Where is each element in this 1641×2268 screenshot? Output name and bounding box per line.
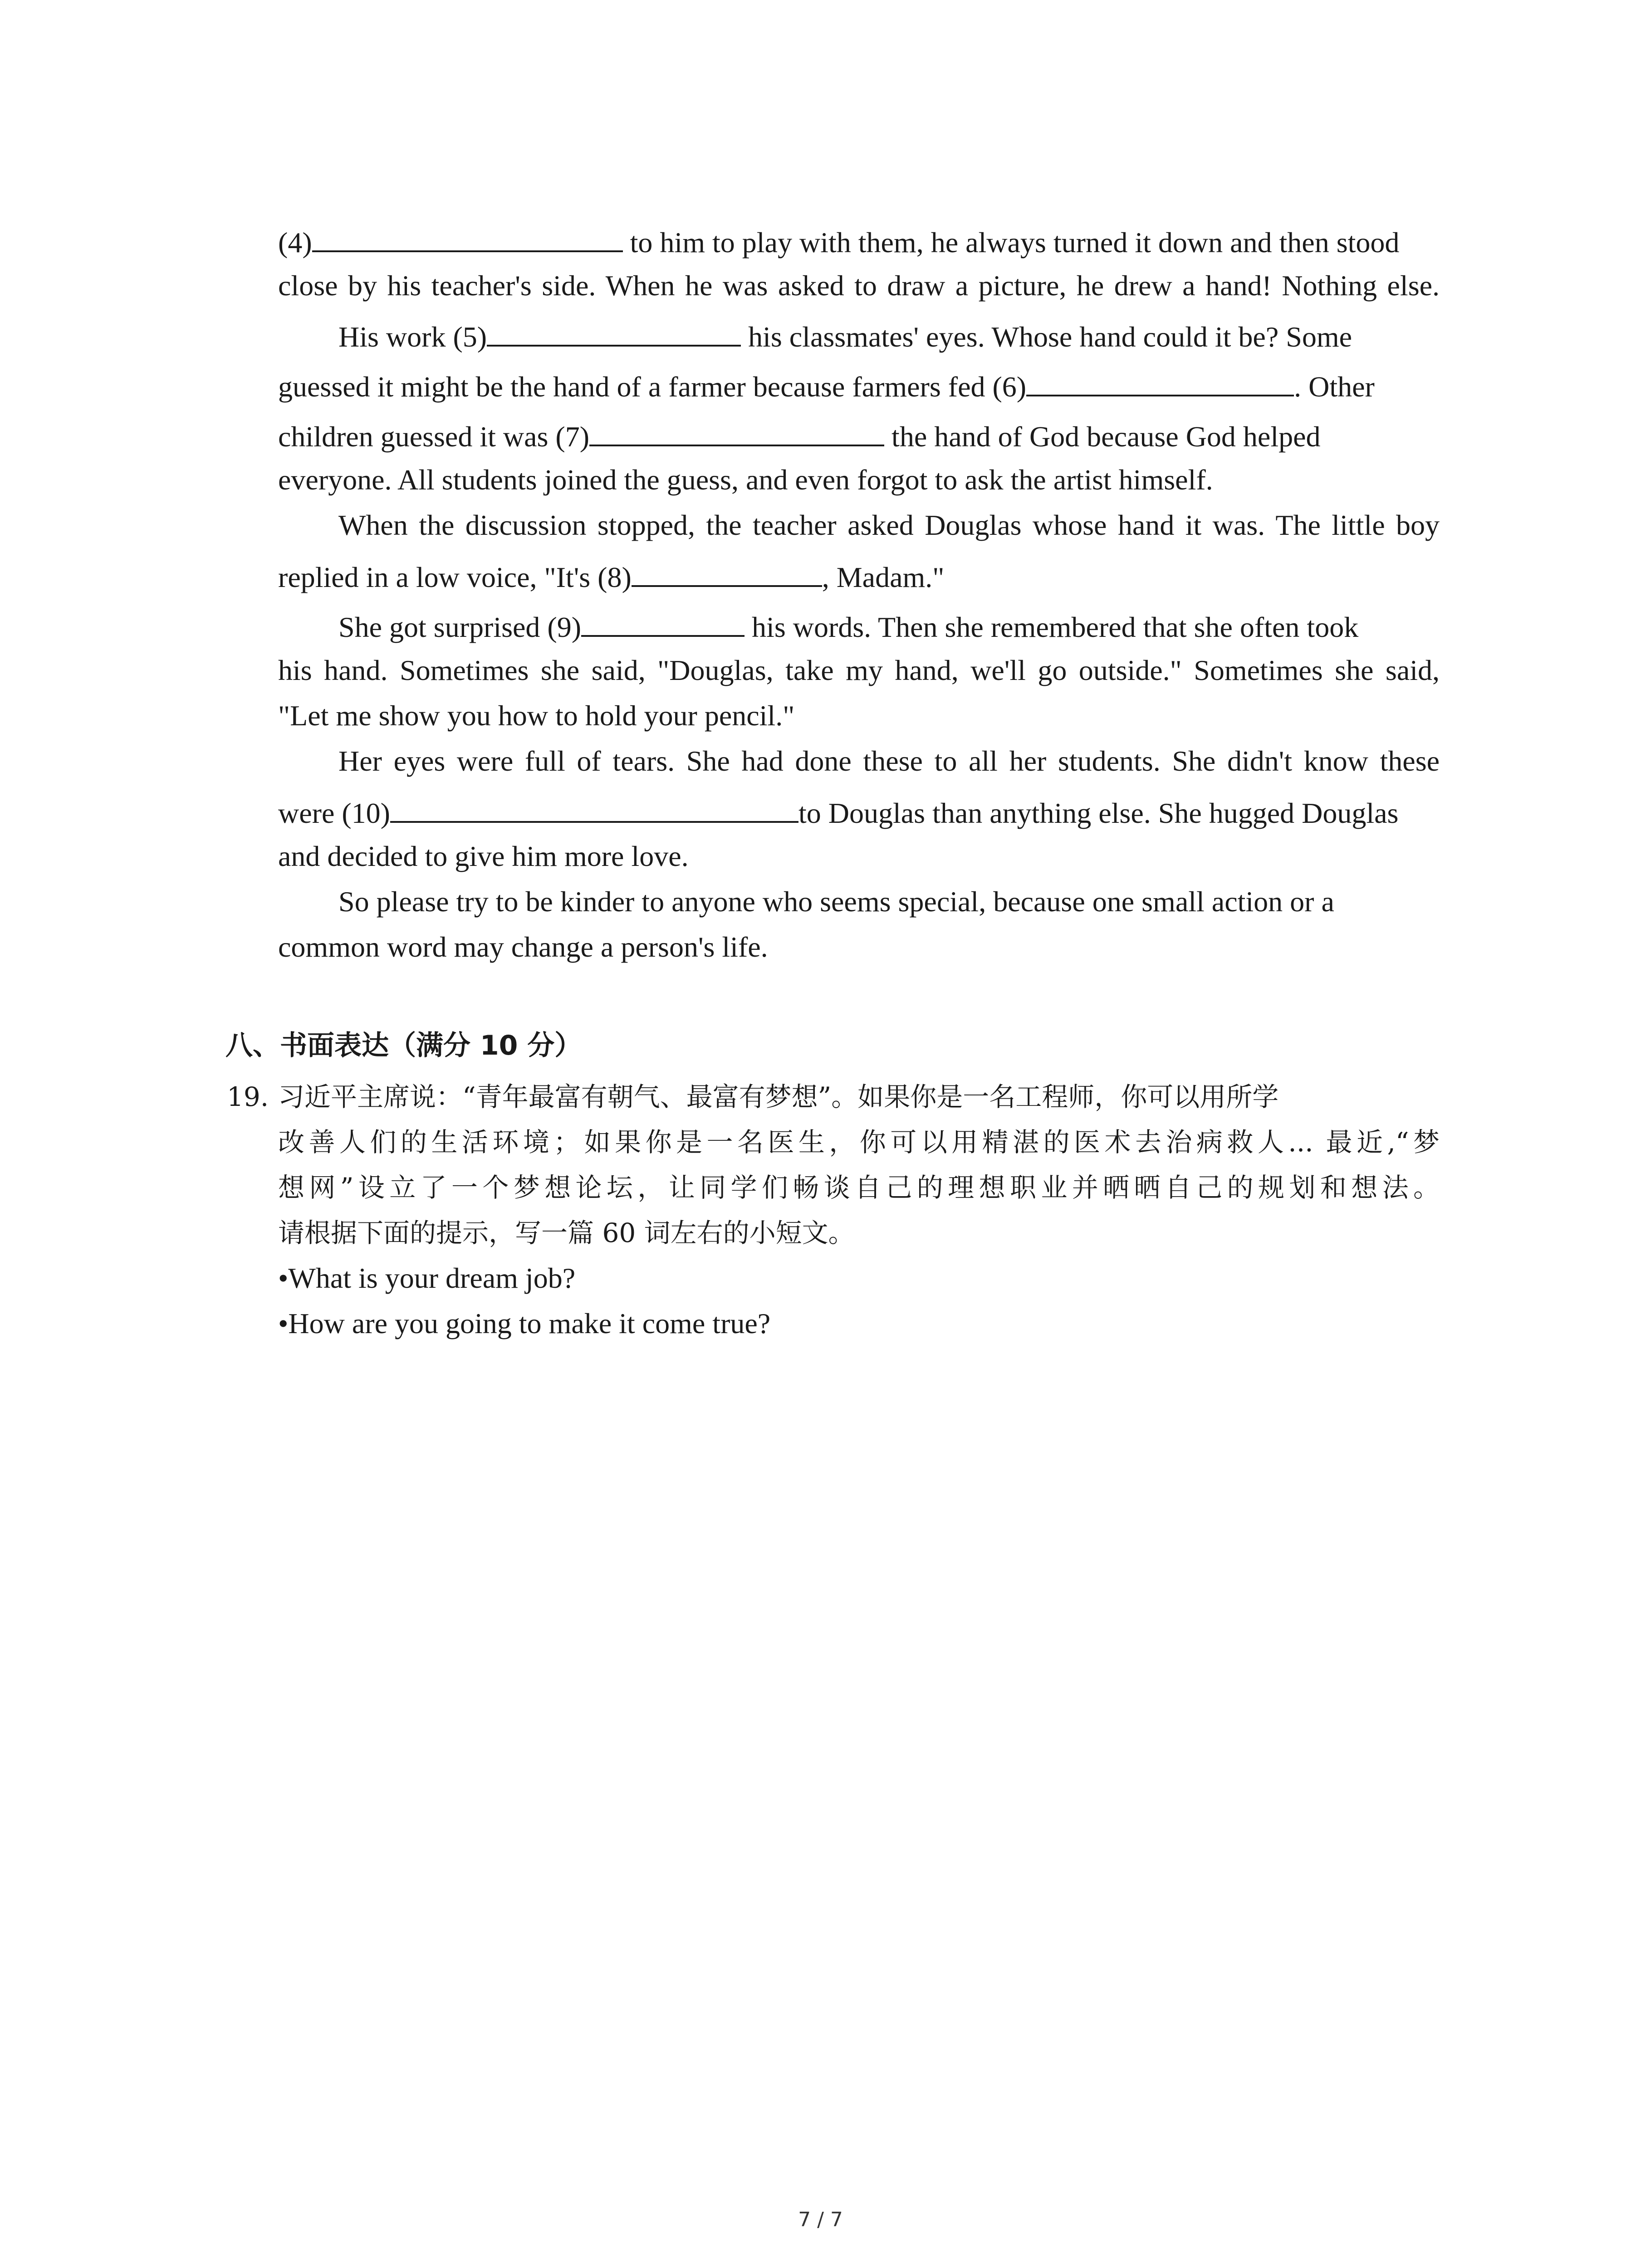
question-line-4 bbox=[278, 1215, 855, 1251]
question-text: 改善人们的生活环境；如果你是一名医生，你可以用精湛的医术去治病救人... 最近,“梦 bbox=[278, 1127, 1440, 1158]
question-number: 19. bbox=[227, 1081, 269, 1112]
passage-line-15 bbox=[338, 884, 1334, 920]
passage-line-11 bbox=[278, 698, 794, 734]
section-heading: 八、书面表达（满分 10 分） bbox=[225, 1030, 582, 1061]
passage-line-9 bbox=[338, 607, 1358, 645]
blank-4[interactable] bbox=[312, 222, 623, 252]
passage-line-4 bbox=[278, 367, 1375, 405]
passage-line-14 bbox=[278, 838, 689, 875]
blank-5[interactable] bbox=[487, 317, 741, 347]
passage-text: "Let me show you how to hold your pencil." bbox=[278, 699, 795, 732]
passage-text: (4) bbox=[278, 226, 312, 259]
passage-text: his classmates' eyes. Whose hand could it be? Some bbox=[741, 321, 1352, 353]
prompt-text: •What is your dream job? bbox=[278, 1262, 576, 1294]
passage-text: his hand. Sometimes she said, "Douglas, take my hand, we'll go outside." Sometimes she said, bbox=[278, 654, 1440, 686]
passage-text: his words. Then she remembered that she often took bbox=[745, 611, 1359, 643]
blank-10[interactable] bbox=[390, 793, 798, 823]
passage-line-12 bbox=[338, 743, 1440, 779]
passage-text: Her eyes were full of tears. She had done these to all her students. She didn't know these bbox=[338, 745, 1440, 777]
question-text: 想网”设立了一个梦想论坛，让同学们畅谈自己的理想职业并晒晒自己的规划和想法。 bbox=[278, 1172, 1440, 1203]
passage-text: So please try to be kinder to anyone who seems special, because one small action or a bbox=[338, 885, 1334, 918]
passage-text: guessed it might be the hand of a farmer because farmers fed (6) bbox=[278, 371, 1027, 403]
question-line-2 bbox=[278, 1124, 1440, 1160]
passage-text: She got surprised (9) bbox=[338, 611, 582, 643]
passage-line-13 bbox=[278, 793, 1398, 831]
passage-text: were (10) bbox=[278, 797, 390, 829]
passage-text: and decided to give him more love. bbox=[278, 840, 689, 872]
prompt-bullet-2 bbox=[278, 1305, 770, 1342]
passage-text: children guessed it was (7) bbox=[278, 420, 590, 453]
blank-9[interactable] bbox=[581, 607, 745, 637]
passage-line-2 bbox=[278, 268, 1440, 304]
question-text: 请根据下面的提示，写一篇 60 词左右的小短文。 bbox=[278, 1217, 855, 1248]
passage-text: His work (5) bbox=[338, 321, 487, 353]
passage-line-16 bbox=[278, 929, 768, 965]
blank-7[interactable] bbox=[589, 416, 884, 446]
passage-line-5 bbox=[278, 416, 1321, 455]
passage-text: to him to play with them, he always turned it down and then stood bbox=[622, 226, 1400, 259]
passage-line-7 bbox=[338, 507, 1440, 543]
passage-text: everyone. All students joined the guess, and even forgot to ask the artist himself. bbox=[278, 464, 1213, 496]
passage-line-3 bbox=[338, 317, 1352, 355]
passage-line-6 bbox=[278, 462, 1213, 498]
prompt-bullet-1 bbox=[278, 1260, 575, 1296]
passage-text: common word may change a person's life. bbox=[278, 931, 768, 963]
passage-text: When the discussion stopped, the teacher asked Douglas whose hand it was. The little boy bbox=[338, 509, 1440, 541]
blank-6[interactable] bbox=[1026, 367, 1294, 396]
passage-text: , Madam." bbox=[822, 561, 945, 593]
passage-text: close by his teacher's side. When he was asked to draw a picture, he drew a hand! Nothing else. bbox=[278, 269, 1440, 302]
blank-8[interactable] bbox=[632, 557, 822, 587]
page-number: 7 / 7 bbox=[798, 2208, 843, 2231]
passage-text: replied in a low voice, "It's (8) bbox=[278, 561, 632, 593]
prompt-text: •How are you going to make it come true? bbox=[278, 1307, 771, 1339]
passage-text: to Douglas than anything else. She hugged Douglas bbox=[798, 797, 1399, 829]
question-text: 习近平主席说：“青年最富有朝气、最富有梦想”。如果你是一名工程师，你可以用所学 bbox=[278, 1081, 1279, 1112]
passage-text: . Other bbox=[1294, 371, 1375, 403]
question-line-3 bbox=[278, 1169, 1440, 1206]
passage-text: the hand of God because God helped bbox=[884, 420, 1321, 453]
question-line-1 bbox=[227, 1079, 1279, 1115]
passage-line-10 bbox=[278, 652, 1440, 689]
passage-line-1 bbox=[278, 222, 1399, 261]
passage-line-8 bbox=[278, 557, 944, 596]
